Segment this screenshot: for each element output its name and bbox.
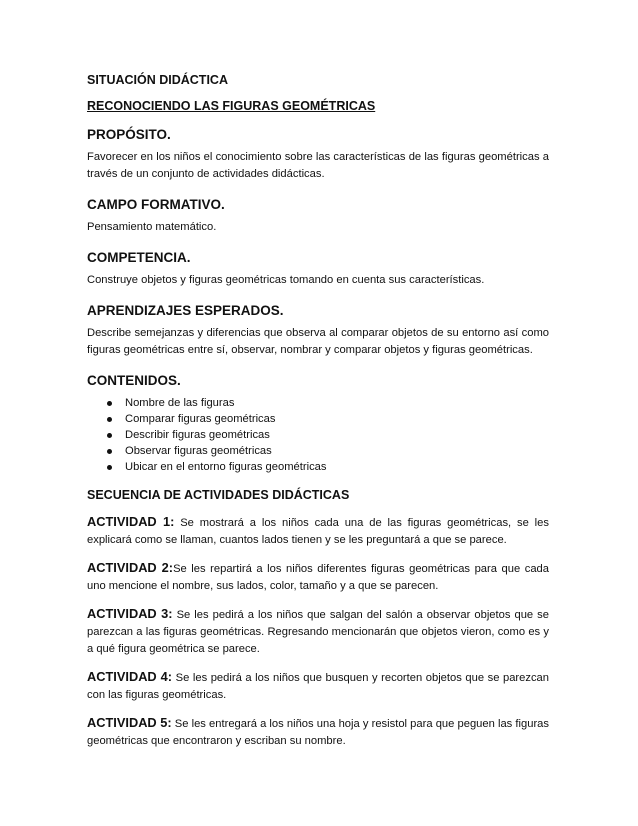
proposito-heading: PROPÓSITO.	[87, 127, 171, 142]
bullet-icon	[107, 465, 112, 470]
contenidos-heading: CONTENIDOS.	[87, 373, 181, 388]
activity-label: ACTIVIDAD 2:	[87, 560, 174, 575]
document-subtitle: RECONOCIENDO LAS FIGURAS GEOMÉTRICAS	[87, 99, 376, 113]
activity-label: ACTIVIDAD 4:	[87, 669, 173, 684]
list-item	[107, 443, 549, 459]
activity-text: Se les pedirá a los niños que salgan del salón a observar objetos que se parezcan a las figuras geométricas. Regresando mencionarán que objetos vieron, como es y a qué figura geométrica se parece.	[87, 609, 549, 655]
activity-text: Se mostrará a los niños cada una de las figuras geométricas, se les explicará como se llaman, cuantos lados tienen y se les preguntará a que se parece.	[87, 517, 549, 546]
campo-formativo-text: Pensamiento matemático.	[87, 221, 217, 233]
bullet-icon	[107, 449, 112, 454]
list-item-text: Describir figuras geométricas	[125, 429, 270, 441]
activity-3	[87, 605, 549, 658]
competencia-heading: COMPETENCIA.	[87, 250, 191, 265]
competencia-text: Construye objetos y figuras geométricas tomando en cuenta sus características.	[87, 274, 485, 286]
activity-5	[87, 714, 549, 750]
activity-text: Se les entregará a los niños una hoja y resistol para que peguen las figuras geométricas que encontraron y escriban su nombre.	[87, 718, 549, 747]
secuencia-heading: SECUENCIA DE ACTIVIDADES DIDÁCTICAS	[87, 488, 350, 502]
document-title: SITUACIÓN DIDÁCTICA	[87, 73, 228, 87]
bullet-icon	[107, 401, 112, 406]
activity-4	[87, 668, 549, 704]
bullet-icon	[107, 433, 112, 438]
activity-text: Se les repartirá a los niños diferentes figuras geométricas para que cada uno mencione el nombre, sus lados, color, tamaño y a que se parecen.	[87, 563, 549, 592]
contenidos-list	[87, 395, 549, 475]
list-item	[107, 427, 549, 443]
list-item	[107, 459, 549, 475]
activity-1	[87, 513, 549, 549]
activity-label: ACTIVIDAD 5:	[87, 715, 172, 730]
activity-label: ACTIVIDAD 1:	[87, 514, 175, 529]
activity-2	[87, 559, 549, 595]
list-item-text: Comparar figuras geométricas	[125, 413, 276, 425]
list-item-text: Nombre de las figuras	[125, 397, 235, 409]
activity-label: ACTIVIDAD 3:	[87, 606, 173, 621]
document-page	[87, 72, 549, 750]
aprendizajes-text: Describe semejanzas y diferencias que observa al comparar objetos de su entorno así como figuras geométricas entre sí, observar, nombrar y comparar objetos y figuras geométricas.	[87, 327, 549, 356]
list-item	[107, 395, 549, 411]
campo-formativo-heading: CAMPO FORMATIVO.	[87, 197, 225, 212]
bullet-icon	[107, 417, 112, 422]
aprendizajes-heading: APRENDIZAJES ESPERADOS.	[87, 303, 284, 318]
list-item-text: Observar figuras geométricas	[125, 445, 272, 457]
list-item	[107, 411, 549, 427]
list-item-text: Ubicar en el entorno figuras geométricas	[125, 461, 327, 473]
activity-text: Se les pedirá a los niños que busquen y recorten objetos que se parezcan con las figuras geométricas.	[87, 672, 549, 701]
proposito-text: Favorecer en los niños el conocimiento sobre las características de las figuras geométricas a través de un conjunto de actividades didácticas.	[87, 151, 549, 180]
